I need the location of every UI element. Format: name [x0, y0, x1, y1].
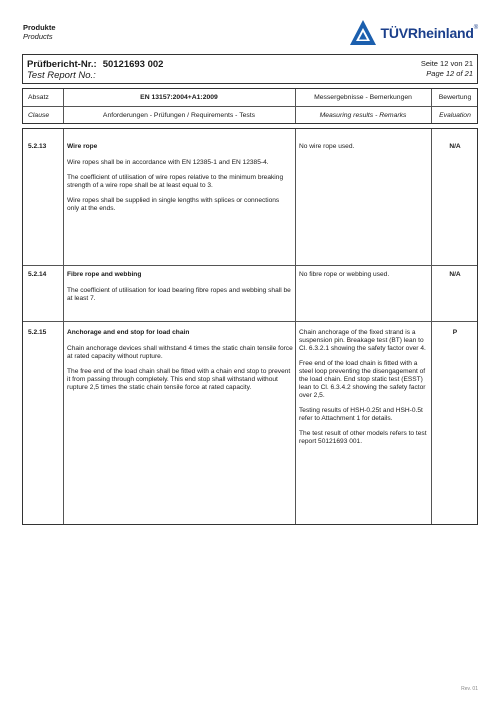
- result-text: Testing results of HSH-0.25t and HSH-0.5t refer to Attachment 1 for details.: [299, 407, 423, 422]
- result-text: No fibre rope or webbing used.: [299, 271, 390, 278]
- requirement-title: Wire rope: [67, 143, 98, 150]
- result-text: No wire rope used.: [299, 143, 355, 150]
- product-category: [23, 23, 56, 41]
- requirement-title: Anchorage and end stop for load chain: [67, 329, 190, 336]
- table-row-clause: 5.2.13: [28, 143, 47, 150]
- header-evaluation: Evaluation: [439, 112, 471, 119]
- result-text: The test result of other models refers to test report 50121693 001.: [299, 430, 427, 445]
- page-number-en: Page 12 of 21: [426, 69, 473, 78]
- table-row-result: [299, 329, 427, 453]
- report-label-de: Prüfbericht-Nr.:: [27, 59, 97, 70]
- produkte-de: Produkte: [23, 23, 56, 32]
- column-header: [22, 88, 478, 124]
- requirement-text: Wire ropes shall be in accordance with EN 12385-1 and EN 12385-4.: [67, 159, 269, 166]
- table-row-result: [299, 271, 427, 286]
- table-row-result: [299, 143, 427, 158]
- report-number-box: [22, 54, 478, 84]
- table-row-clause: 5.2.14: [28, 271, 47, 278]
- table-row-clause: 5.2.15: [28, 329, 47, 336]
- requirement-text: The free end of the load chain shall be fitted with a chain end stop to prevent it from passing through completely. This end stop shall withstand without rupture 2,5 times the static chain tensile force at rated capacity.: [67, 368, 291, 391]
- header-bewertung: Bewertung: [438, 94, 472, 101]
- produkte-en: Products: [23, 32, 53, 41]
- result-text: Free end of the load chain is fitted with a steel loop preventing the disengagement of the load chain. End stop static test (ESST) lean to Cl. 6.3.4.2 showing the safety factor over 2,5.: [299, 360, 426, 399]
- result-text: Chain anchorage of the fixed strand is a suspension pin. Breakage test (BT) lean to Cl. 6.3.2.1 showing the safety factor over 4.: [299, 329, 426, 352]
- clause-table: [22, 128, 478, 525]
- header-measuring-results: Measuring results - Remarks: [319, 112, 407, 119]
- requirement-text: Wire ropes shall be supplied in single lengths with splices or connections only at the ends.: [67, 197, 280, 212]
- requirement-text: The coefficient of utilisation of wire ropes relative to the minimum breaking strength of a wire rope shall be at least equal to 3.: [67, 174, 284, 189]
- header-absatz: Absatz: [28, 94, 49, 101]
- tuv-triangle-icon: [349, 19, 377, 47]
- page-number-de: Seite 12 von 21: [420, 59, 473, 68]
- tuv-logo: [349, 17, 478, 49]
- table-row-requirement: [67, 143, 291, 220]
- header-clause: Clause: [28, 112, 50, 119]
- requirement-title: Fibre rope and webbing: [67, 271, 142, 278]
- verdict-badge: N/A: [449, 143, 461, 150]
- requirement-text: Chain anchorage devices shall withstand 4 times the static chain tensile force at rated capacity without rupture.: [67, 345, 293, 360]
- requirement-text: The coefficient of utilisation for load bearing fibre ropes and webbing shall be at least 7.: [67, 287, 291, 302]
- header-messergebnisse: Messergebnisse - Bemerkungen: [314, 94, 412, 101]
- revision-label: Rev. 01: [461, 686, 478, 692]
- report-label-en: Test Report No.:: [27, 70, 96, 81]
- table-row-requirement: [67, 329, 293, 399]
- table-row-requirement: [67, 271, 291, 310]
- brand-name: TÜVRheinland®: [380, 25, 478, 41]
- header-requirements: Anforderungen - Prüfungen / Requirements - Tests: [102, 112, 256, 119]
- header-standard: EN 13157:2004+A1:2009: [140, 94, 218, 101]
- verdict-badge: P: [452, 329, 458, 336]
- report-number: 50121693 002: [102, 59, 164, 70]
- verdict-badge: N/A: [449, 271, 461, 278]
